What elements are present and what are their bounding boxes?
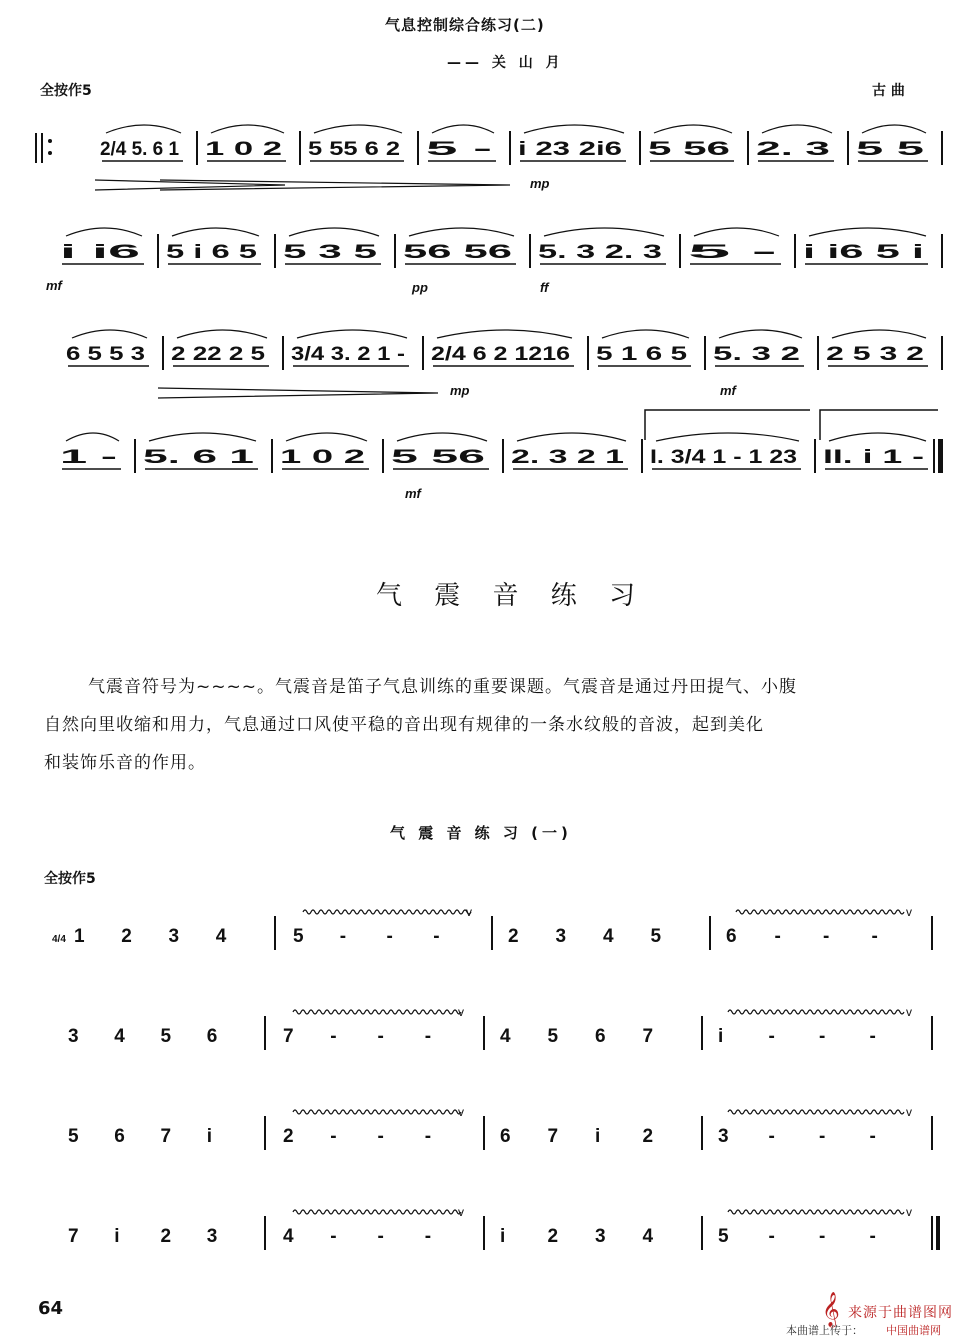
note: 7 [642, 1026, 654, 1047]
note: 2 [642, 1126, 654, 1147]
slur [524, 125, 624, 133]
note: 6 [114, 1126, 125, 1147]
note: 3 [718, 1126, 729, 1147]
note: 5 [718, 1226, 729, 1247]
note: i [595, 1126, 601, 1147]
slur [544, 228, 664, 236]
measure [143, 433, 258, 469]
measure [518, 125, 626, 161]
measure [280, 433, 369, 469]
breath-mark: v [458, 1205, 464, 1219]
measure [283, 228, 381, 264]
measure-notes: 1 0 2 [280, 447, 365, 468]
measure-notes: i 23 2i6 [518, 139, 622, 160]
dynamic-mark: ff [540, 280, 549, 295]
page-number: 64 [38, 1298, 64, 1319]
measure-notes: 2/4 6 2 1216 [431, 344, 570, 365]
slur [66, 228, 142, 236]
breath-mark: v [906, 905, 912, 919]
treble-clef-icon: 𝄞 [822, 1292, 840, 1327]
note: 7 [283, 1026, 294, 1047]
breath-mark: v [458, 1005, 464, 1019]
measure [60, 433, 121, 469]
note: i [500, 1226, 506, 1247]
volta-bracket-1 [645, 410, 810, 440]
measure-notes: 5 56 [648, 139, 730, 160]
measure-notes: 5 56 [391, 447, 485, 468]
measure [66, 330, 149, 366]
measure [648, 125, 734, 161]
note: 3 [168, 926, 180, 947]
measure-notes: 1 0 2 [205, 139, 282, 160]
measure-notes: I. 3/4 1 - 1 23 [650, 447, 797, 468]
slur [172, 228, 259, 236]
measure-notes: 5 - [688, 242, 777, 263]
measure [713, 330, 804, 366]
note: 3 [68, 1026, 79, 1047]
note: 7 [160, 1126, 172, 1147]
footer-site-top: 来源于曲谱图网 [848, 1305, 953, 1321]
measure [756, 125, 834, 161]
note: 4 [500, 1026, 511, 1047]
note: 2 [121, 926, 132, 947]
piece1-fingering: 全按作5 [40, 83, 92, 99]
vibrato-wave [728, 1110, 904, 1114]
measure [205, 125, 286, 161]
note: 2 [547, 1226, 559, 1247]
slur [314, 125, 402, 133]
note: 2 [283, 1126, 294, 1147]
vibrato-wave [293, 1110, 461, 1114]
slur [832, 330, 926, 338]
slur [297, 330, 407, 338]
dynamic-mark: mp [530, 176, 550, 191]
breath-mark: v [466, 905, 472, 919]
measure [718, 1105, 912, 1147]
note: i [206, 1126, 213, 1147]
vibrato-wave [293, 1010, 461, 1014]
note: 4 [603, 926, 614, 947]
dynamic-mark: pp [412, 280, 428, 295]
measure [431, 330, 574, 366]
measure [538, 228, 666, 264]
note: 6 [726, 926, 737, 947]
measure [650, 433, 801, 469]
measure-notes: 5. 6 1 [143, 447, 255, 468]
note: - [433, 926, 440, 947]
note: - [823, 926, 830, 947]
measure [171, 330, 269, 366]
note: 6 [595, 1026, 606, 1047]
measure [293, 905, 472, 947]
note: - [768, 1126, 775, 1147]
slur [809, 228, 926, 236]
slur [409, 228, 514, 236]
note: - [386, 926, 393, 947]
measure-notes: 5. 3 2. 3 [538, 242, 662, 263]
repeat-dot [48, 139, 52, 143]
measure-notes: 5 55 6 2 [308, 139, 400, 160]
measure [68, 1026, 217, 1047]
measure-notes: 1 - [60, 447, 117, 468]
slur [656, 433, 799, 441]
vibrato-wave [293, 1210, 461, 1214]
measure-notes: 5 i 6 5 [166, 242, 258, 263]
dynamic-mark: mp [450, 383, 470, 398]
note: - [424, 1226, 432, 1247]
measure [511, 433, 628, 469]
piece1-subtitle: —— 关 山 月 [447, 55, 564, 71]
note: - [768, 1226, 775, 1247]
measure [823, 433, 928, 469]
note: - [774, 926, 781, 947]
measure [718, 1205, 912, 1247]
measure [283, 1105, 464, 1147]
note: i [718, 1026, 724, 1047]
time-signature: 4/4 [52, 934, 66, 945]
note: 7 [68, 1226, 79, 1247]
slur [66, 433, 119, 441]
vibrato-wave [728, 1210, 904, 1214]
decrescendo-hairpin [160, 180, 510, 190]
piece1-notation [0, 0, 977, 540]
note: 2 [508, 926, 519, 947]
slur [289, 228, 379, 236]
measure-notes: i i6 [60, 242, 140, 263]
dynamic-mark: mf [46, 278, 62, 293]
measure [52, 926, 227, 947]
measure [100, 125, 183, 161]
slur [762, 125, 832, 133]
piece1-composer: 古 曲 [872, 83, 905, 99]
section-paragraph-line-3: 和装饰乐音的作用。 [44, 753, 206, 773]
note: 5 [293, 926, 304, 947]
note: 3 [555, 926, 567, 947]
slur [862, 125, 926, 133]
section-title: 气 震 音 练 习 [376, 581, 648, 611]
note: 5 [650, 926, 662, 947]
note: - [869, 1026, 876, 1047]
note: - [330, 1226, 337, 1247]
vibrato-wave [728, 1010, 904, 1014]
note: - [819, 1026, 826, 1047]
note: - [869, 1126, 876, 1147]
note: - [869, 1226, 876, 1247]
measure [508, 926, 662, 947]
measure [391, 433, 489, 469]
measure-notes: 5 - [426, 139, 492, 160]
measure [291, 330, 409, 366]
measure [500, 1126, 653, 1147]
note: - [768, 1026, 775, 1047]
note: - [339, 926, 347, 947]
slur [397, 433, 487, 441]
slur [694, 228, 779, 236]
note: 7 [547, 1126, 559, 1147]
dynamic-mark: mf [405, 486, 421, 501]
piece2-title: 气 震 音 练 习 (一) [390, 824, 572, 842]
slur [602, 330, 689, 338]
measure [68, 1126, 212, 1147]
measure-notes: 56 56 [403, 242, 512, 263]
note: 6 [206, 1026, 218, 1047]
slur [149, 433, 256, 441]
note: 3 [206, 1226, 218, 1247]
slur [286, 433, 367, 441]
note: 4 [215, 926, 227, 947]
slur [211, 125, 284, 133]
breath-mark: v [906, 1205, 912, 1219]
note: 5 [547, 1026, 559, 1047]
slur [437, 330, 572, 338]
measure [68, 1226, 217, 1247]
note: - [871, 926, 878, 947]
slur [719, 330, 802, 338]
measure [283, 1005, 464, 1047]
note: 3 [595, 1226, 606, 1247]
measure-notes: 5 3 5 [283, 242, 378, 263]
note: 2 [160, 1226, 172, 1247]
note: - [377, 1226, 384, 1247]
slur [177, 330, 267, 338]
slur [654, 125, 732, 133]
piece2-staff-rows [52, 905, 938, 1250]
note: i [114, 1226, 120, 1247]
piece1-title: 气息控制综合练习(二) [385, 16, 545, 34]
dynamic-mark: mf [720, 383, 736, 398]
note: - [377, 1126, 384, 1147]
volta-bracket-2 [820, 410, 938, 440]
note: - [819, 1226, 826, 1247]
measure-notes: 2. 3 [756, 139, 830, 160]
measure-notes: II. i 1 - [823, 447, 924, 468]
note: - [424, 1026, 432, 1047]
vibrato-wave [736, 910, 904, 914]
note: 6 [500, 1126, 511, 1147]
note: 4 [114, 1026, 125, 1047]
measure-notes: 5. 3 2 [713, 344, 800, 365]
repeat-dot [48, 151, 52, 155]
measure [826, 330, 928, 366]
measure [596, 330, 691, 366]
vibrato-wave [303, 910, 471, 914]
note: 4 [642, 1226, 654, 1247]
decrescendo-hairpin [158, 388, 438, 398]
breath-mark: v [906, 1005, 912, 1019]
measure-notes: 2. 3 2 1 [511, 447, 625, 468]
measure-notes: 5 5 [856, 139, 926, 160]
measure-notes: 2 5 3 2 [826, 344, 924, 365]
note: - [424, 1126, 432, 1147]
slur [829, 433, 926, 441]
section-paragraph-line-1: 气震音符号为~~~~。气震音是笛子气息训练的重要课题。气震音是通过丹田提气、小腹 [88, 677, 797, 697]
measure-notes: 2 22 2 5 [171, 344, 266, 365]
measure [718, 1005, 912, 1047]
measure [403, 228, 516, 264]
measure [500, 1026, 653, 1047]
section-paragraph-line-2: 自然向里收缩和用力，气息通过口风使平稳的音出现有规律的一条水纹般的音波，起到美化 [44, 715, 764, 735]
note: 5 [160, 1026, 172, 1047]
breath-mark: v [906, 1105, 912, 1119]
piece1-staff-rows [36, 125, 942, 501]
breath-mark: v [458, 1105, 464, 1119]
note: 4 [283, 1226, 294, 1247]
measure-notes: 5 1 6 5 [596, 344, 688, 365]
measure [688, 228, 781, 264]
slur [106, 125, 181, 133]
measure [166, 228, 261, 264]
piece2-notation [0, 880, 977, 1280]
measure-notes: i i6 5 i [803, 242, 924, 263]
slur [72, 330, 147, 338]
note: - [377, 1026, 384, 1047]
measure [60, 228, 144, 264]
measure [726, 905, 912, 947]
slur [517, 433, 626, 441]
note: - [330, 1126, 337, 1147]
piece2-fingering: 全按作5 [44, 871, 96, 887]
footer-upload-text: 本曲谱上传于： [786, 1324, 863, 1337]
measure-notes: 2/4 5. 6 1 [100, 139, 180, 160]
note: 1 [74, 926, 85, 947]
measure [856, 125, 928, 161]
note: - [819, 1126, 826, 1147]
measure [283, 1205, 464, 1247]
note: - [330, 1026, 337, 1047]
measure-notes: 3/4 3. 2 1 - [291, 344, 405, 365]
measure [308, 125, 404, 161]
footer-site-brand: 中国曲谱网 [886, 1324, 941, 1337]
measure [426, 125, 496, 161]
note: 5 [68, 1126, 79, 1147]
measure [500, 1226, 654, 1247]
measure [803, 228, 928, 264]
measure-notes: 6 5 5 3 [66, 344, 145, 365]
slur [432, 125, 494, 133]
